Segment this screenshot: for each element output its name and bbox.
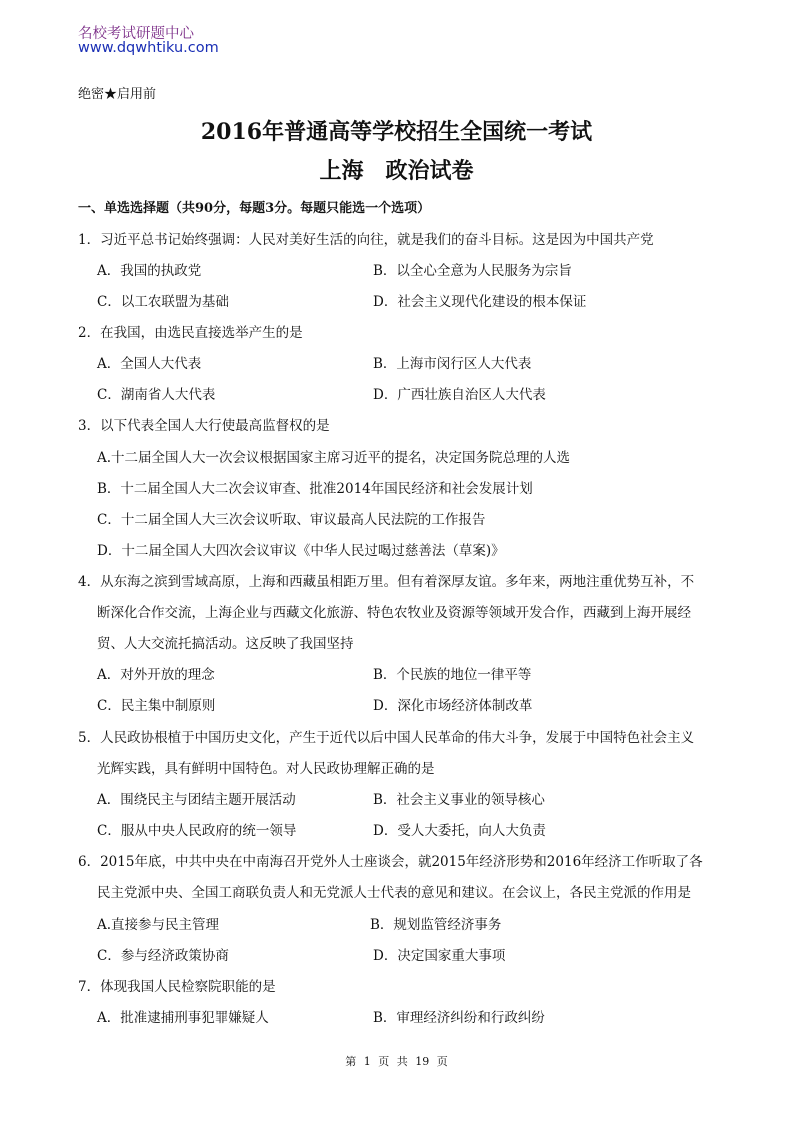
question-6-line-1: 6．2015年底，中共中央在中南海召开党外人士座谈会，就2015年经济形势和2016年经济工作听取了各 — [78, 854, 703, 870]
question-1-option-a: A．我国的执政党 — [97, 263, 202, 279]
question-5-line-2: 光辉实践，具有鲜明中国特色。对人民政协理解正确的是 — [97, 761, 435, 777]
question-1-option-b: B．以全心全意为人民服务为宗旨 — [373, 263, 572, 279]
question-4-line-1: 4．从东海之滨到雪域高原，上海和西藏虽相距万里。但有着深厚友谊。多年来，两地注重优势互补，不 — [78, 574, 695, 590]
question-3-line-1: 3．以下代表全国人大行使最高监督权的是 — [78, 418, 330, 434]
question-6-line-2: 民主党派中央、全国工商联负责人和无党派人士代表的意见和建议。在会议上，各民主党派的作用是 — [97, 885, 691, 901]
question-5-option-a: A．围绕民主与团结主题开展活动 — [97, 792, 296, 808]
question-7-line-1: 7．体现我国人民检察院职能的是 — [78, 979, 276, 995]
question-1-option-d: D．社会主义现代化建设的根本保证 — [373, 294, 587, 310]
question-6-option-c: C．参与经济政策协商 — [97, 948, 229, 964]
section-heading: 一、单选选择题（共90分，每题3分。每题只能选一个选项） — [78, 201, 431, 216]
question-3-option-c: C．十二届全国人大三次会议听取、审议最高人民法院的工作报告 — [97, 512, 486, 528]
question-5-option-c: C．服从中央人民政府的统一领导 — [97, 823, 297, 839]
question-7-option-b: B．审理经济纠纷和行政纠纷 — [373, 1010, 545, 1026]
question-3-option-d: D．十二届全国人大四次会议审议《中华人民过喝过慈善法（草案)》 — [97, 543, 505, 559]
question-2-line-1: 2．在我国，由选民直接选举产生的是 — [78, 325, 303, 341]
question-6-option-a: A.直接参与民主管理 — [97, 917, 220, 933]
question-3-option-b: B．十二届全国人大二次会议审查、批准2014年国民经济和社会发展计划 — [97, 481, 533, 497]
question-2-option-c: C．湖南省人大代表 — [97, 387, 216, 403]
exam-title: 2016年普通高等学校招生全国统一考试 — [200, 119, 593, 145]
question-4-line-3: 贸、人大交流托搞活动。这反映了我国坚持 — [97, 636, 354, 652]
secret-label: 绝密★启用前 — [78, 87, 157, 102]
question-1-line-1: 1．习近平总书记始终强调：人民对美好生活的向往，就是我们的奋斗目标。这是因为中国共产党 — [78, 232, 654, 248]
question-5-line-1: 5．人民政协根植于中国历史文化，产生于近代以后中国人民革命的伟大斗争，发展于中国特色社会主义 — [78, 730, 695, 746]
question-7-option-a: A．批准逮捕刑事犯罪嫌疑人 — [97, 1010, 269, 1026]
question-4-option-b: B．个民族的地位一律平等 — [373, 667, 532, 683]
question-6-option-d: D．决定国家重大事项 — [373, 948, 506, 964]
page-footer: 第 1 页 共 19 页 — [345, 1055, 448, 1068]
question-4-option-a: A．对外开放的理念 — [97, 667, 215, 683]
question-2-option-b: B．上海市闵行区人大代表 — [373, 356, 532, 372]
watermark-url: www.dqwhtiku.com — [78, 40, 219, 56]
question-6-option-b: B．规划监管经济事务 — [370, 917, 502, 933]
exam-subtitle: 上海 政治试卷 — [319, 158, 474, 184]
question-4-line-2: 断深化合作交流，上海企业与西藏文化旅游、特色农牧业及资源等领域开发合作，西藏到上海开展经 — [97, 605, 691, 621]
question-1-option-c: C．以工农联盟为基础 — [97, 294, 229, 310]
question-5-option-b: B．社会主义事业的领导核心 — [373, 792, 545, 808]
question-5-option-d: D．受人大委托，向人大负责 — [373, 823, 546, 839]
question-2-option-a: A．全国人大代表 — [97, 356, 202, 372]
question-4-option-d: D．深化市场经济体制改革 — [373, 698, 533, 714]
question-2-option-d: D．广西壮族自治区人大代表 — [373, 387, 546, 403]
question-3-option-a: A.十二届全国人大一次会议根据国家主席习近平的提名，决定国务院总理的人选 — [97, 450, 571, 466]
question-4-option-c: C．民主集中制原则 — [97, 698, 216, 714]
watermark-site-name: 名校考试研题中心 — [78, 26, 194, 42]
